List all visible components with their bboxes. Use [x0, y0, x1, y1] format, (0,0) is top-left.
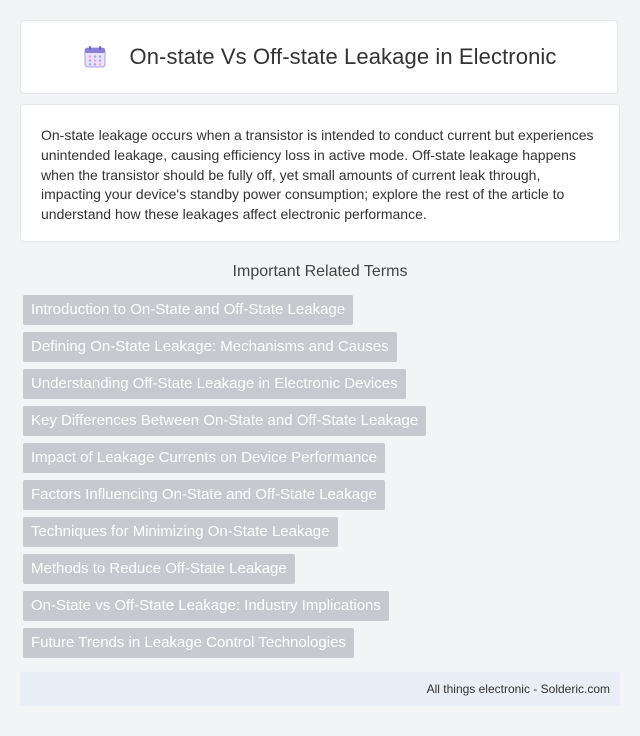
term-tag[interactable]: Factors Influencing On-State and Off-State Leakage	[23, 480, 385, 510]
term-tag[interactable]: Defining On-State Leakage: Mechanisms and Causes	[23, 332, 397, 362]
term-tag[interactable]: Impact of Leakage Currents on Device Performance	[23, 443, 385, 473]
term-tag[interactable]: On-State vs Off-State Leakage: Industry Implications	[23, 591, 389, 621]
term-tag[interactable]: Understanding Off-State Leakage in Electronic Devices	[23, 369, 406, 399]
description-card	[20, 104, 620, 242]
term-tag[interactable]: Techniques for Minimizing On-State Leakage	[23, 517, 338, 547]
terms-list	[23, 295, 617, 665]
term-tag[interactable]: Methods to Reduce Off-State Leakage	[23, 554, 295, 584]
term-tag[interactable]: Future Trends in Leakage Control Technologies	[23, 628, 354, 658]
footer	[20, 672, 620, 706]
term-tag[interactable]: Key Differences Between On-State and Off-State Leakage	[23, 406, 426, 436]
title-card	[20, 20, 618, 94]
calendar-grid-icon	[82, 44, 108, 70]
description-text: On-state leakage occurs when a transistor is intended to conduct current but experiences unintended leakage, causing efficiency loss in active mode. Off-state leakage happens when the transistor should be fully off, yet small amounts of current leak through, impacting your device's standby power consumption; explore the rest of the article to understand how these leakages affect electronic performance.	[41, 127, 594, 223]
page-title: On-state Vs Off-state Leakage in Electronic	[129, 44, 557, 69]
term-tag[interactable]: Introduction to On-State and Off-State Leakage	[23, 295, 353, 325]
terms-heading: Important Related Terms	[232, 263, 408, 280]
footer-text: All things electronic - Solderic.com	[426, 682, 610, 696]
